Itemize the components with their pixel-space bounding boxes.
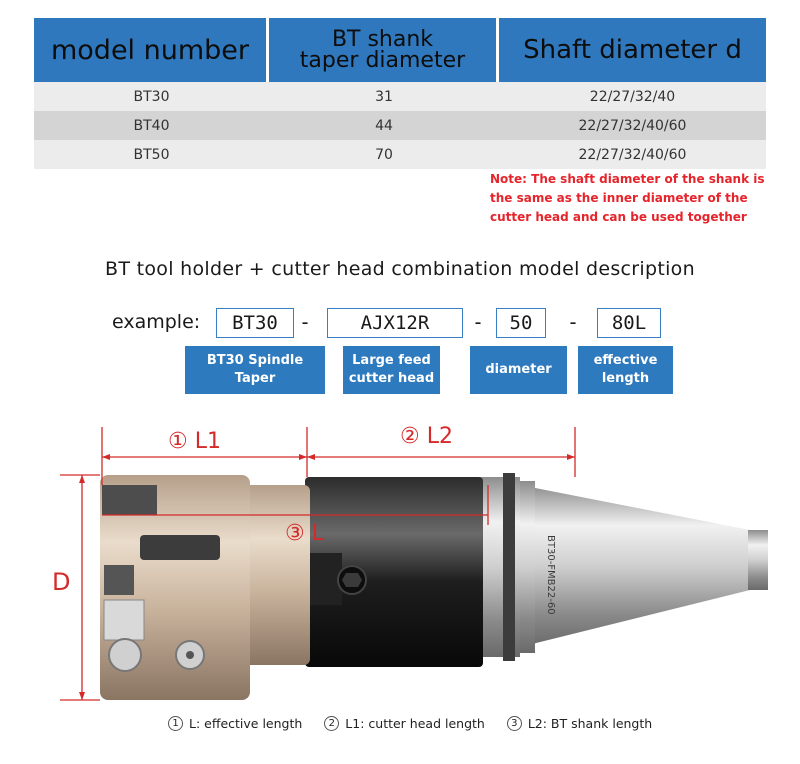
dimension-legend [168, 716, 674, 731]
header-line-2: taper diameter [299, 48, 466, 73]
cell-model: BT30 [133, 88, 170, 105]
legend-item [324, 716, 485, 731]
table-header [34, 18, 766, 82]
compatibility-note: Note: The shaft diameter of the shank is the same as the inner diameter of the cutter head and can be used together [490, 172, 765, 224]
legend-text: L2: BT shank length [527, 716, 653, 731]
code-spindle-taper: BT30 [216, 308, 294, 338]
cell-taper: 31 [375, 88, 393, 105]
tag-cutter-head [343, 346, 440, 394]
cell-shaft: 22/27/32/40/60 [578, 117, 687, 134]
cell-model: BT40 [133, 117, 170, 134]
bt-taper-shank [520, 485, 768, 647]
cell-taper: 70 [375, 146, 393, 163]
tag-line: diameter [485, 362, 552, 377]
legend-number: 1 [168, 716, 183, 731]
shank-marking: BT30-FMB22-60 [545, 535, 556, 615]
tag-line: length [601, 371, 650, 386]
example-word: example [112, 311, 194, 333]
tag-line: BT30 Spindle Taper [206, 353, 304, 386]
legend-text: L: effective length [189, 716, 303, 731]
spec-table [34, 18, 766, 169]
tag-line: Large feed [352, 353, 431, 368]
cell-shaft: 22/27/32/40 [589, 88, 676, 105]
tag-effective-length [578, 346, 673, 394]
tag-line: effective [593, 353, 658, 368]
legend-text: L1: cutter head length [345, 716, 485, 731]
l1-label: ① L1 [168, 429, 221, 454]
l-label: ③ L [285, 521, 324, 546]
cell-shaft: 22/27/32/40/60 [578, 146, 687, 163]
legend-item [168, 716, 302, 731]
legend-number: 2 [324, 716, 339, 731]
header-bt-shank-taper-diameter [269, 18, 499, 82]
table-row [34, 140, 766, 169]
table-row [34, 82, 766, 111]
code-separator: - [472, 310, 485, 334]
header-shaft-diameter: Shaft diameter d [499, 18, 766, 82]
cutter-head [100, 475, 310, 700]
tag-line: cutter head [348, 371, 435, 386]
code-separator: - [567, 310, 580, 334]
legend-item [507, 716, 652, 731]
d-label: D [52, 568, 71, 596]
cell-taper: 44 [375, 117, 393, 134]
combination-title: BT tool holder + cutter head combination model description [105, 258, 695, 280]
header-line-1: BT shank [331, 27, 434, 52]
legend-number: 3 [507, 716, 522, 731]
tag-diameter [470, 346, 567, 394]
tool-holder-drawing [0, 415, 800, 715]
l2-label: ② L2 [400, 424, 453, 449]
example-colon: : [193, 311, 201, 333]
code-separator: - [299, 310, 312, 334]
code-effective-length: 80L [597, 308, 661, 338]
table-row [34, 111, 766, 140]
tag-spindle-taper [185, 346, 325, 394]
header-model-number: model number [34, 18, 269, 82]
code-cutter-head: AJX12R [327, 308, 463, 338]
example-label [112, 311, 200, 333]
code-diameter: 50 [496, 308, 546, 338]
cell-model: BT50 [133, 146, 170, 163]
